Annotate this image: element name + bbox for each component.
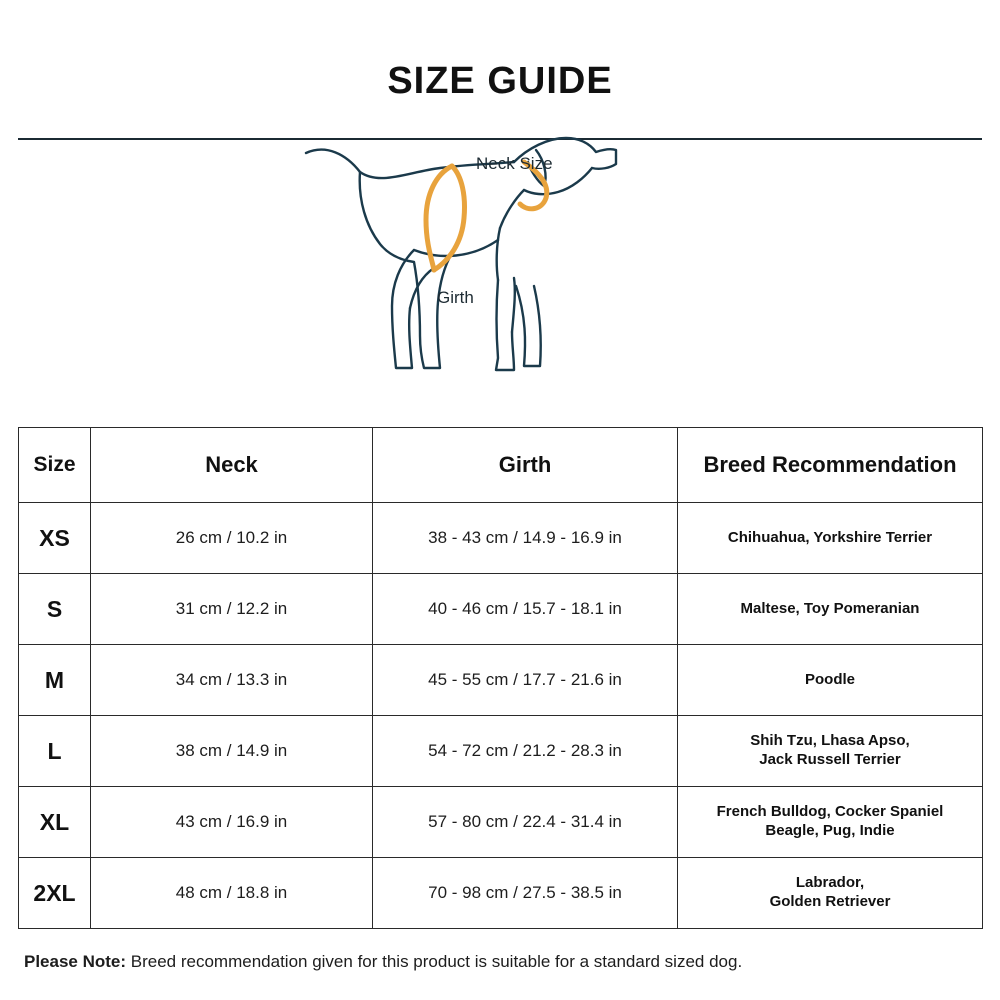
table-row xyxy=(19,574,983,645)
girth-label: Girth xyxy=(437,288,474,307)
cell-breed: French Bulldog, Cocker Spaniel Beagle, Pug, Indie xyxy=(678,787,983,858)
table-row xyxy=(19,645,983,716)
cell-breed: Poodle xyxy=(678,645,983,716)
table-row xyxy=(19,503,983,574)
cell-girth: 38 - 43 cm / 14.9 - 16.9 in xyxy=(373,503,678,574)
cell-size: S xyxy=(19,574,91,645)
column-header-neck: Neck xyxy=(91,428,373,503)
table-header xyxy=(19,428,983,503)
cell-breed: Shih Tzu, Lhasa Apso, Jack Russell Terrier xyxy=(678,716,983,787)
table-header-row xyxy=(19,428,983,503)
cell-size: L xyxy=(19,716,91,787)
cell-size: 2XL xyxy=(19,858,91,929)
cell-size: XS xyxy=(19,503,91,574)
size-table xyxy=(18,427,983,929)
cell-breed: Labrador, Golden Retriever xyxy=(678,858,983,929)
cell-size: XL xyxy=(19,787,91,858)
cell-neck: 34 cm / 13.3 in xyxy=(91,645,373,716)
column-header-breed: Breed Recommendation xyxy=(678,428,983,503)
column-header-size: Size xyxy=(19,428,91,503)
cell-breed: Maltese, Toy Pomeranian xyxy=(678,574,983,645)
cell-size: M xyxy=(19,645,91,716)
page-title: SIZE GUIDE xyxy=(387,60,613,102)
cell-girth: 57 - 80 cm / 22.4 - 31.4 in xyxy=(373,787,678,858)
cell-neck: 43 cm / 16.9 in xyxy=(91,787,373,858)
table-row xyxy=(19,716,983,787)
cell-neck: 26 cm / 10.2 in xyxy=(91,503,373,574)
footnote xyxy=(24,952,742,972)
table-row xyxy=(19,858,983,929)
dog-measurement-diagram xyxy=(0,120,1000,400)
neck-size-label: Neck Size xyxy=(476,154,553,173)
cell-neck: 48 cm / 18.8 in xyxy=(91,858,373,929)
cell-neck: 38 cm / 14.9 in xyxy=(91,716,373,787)
table-row xyxy=(19,787,983,858)
cell-girth: 40 - 46 cm / 15.7 - 18.1 in xyxy=(373,574,678,645)
table-body xyxy=(19,503,983,929)
cell-girth: 54 - 72 cm / 21.2 - 28.3 in xyxy=(373,716,678,787)
footnote-label: Please Note: xyxy=(24,952,127,971)
cell-breed: Chihuahua, Yorkshire Terrier xyxy=(678,503,983,574)
cell-neck: 31 cm / 12.2 in xyxy=(91,574,373,645)
cell-girth: 70 - 98 cm / 27.5 - 38.5 in xyxy=(373,858,678,929)
footnote-text: Breed recommendation given for this product is suitable for a standard sized dog. xyxy=(126,952,743,971)
column-header-girth: Girth xyxy=(373,428,678,503)
cell-girth: 45 - 55 cm / 17.7 - 21.6 in xyxy=(373,645,678,716)
